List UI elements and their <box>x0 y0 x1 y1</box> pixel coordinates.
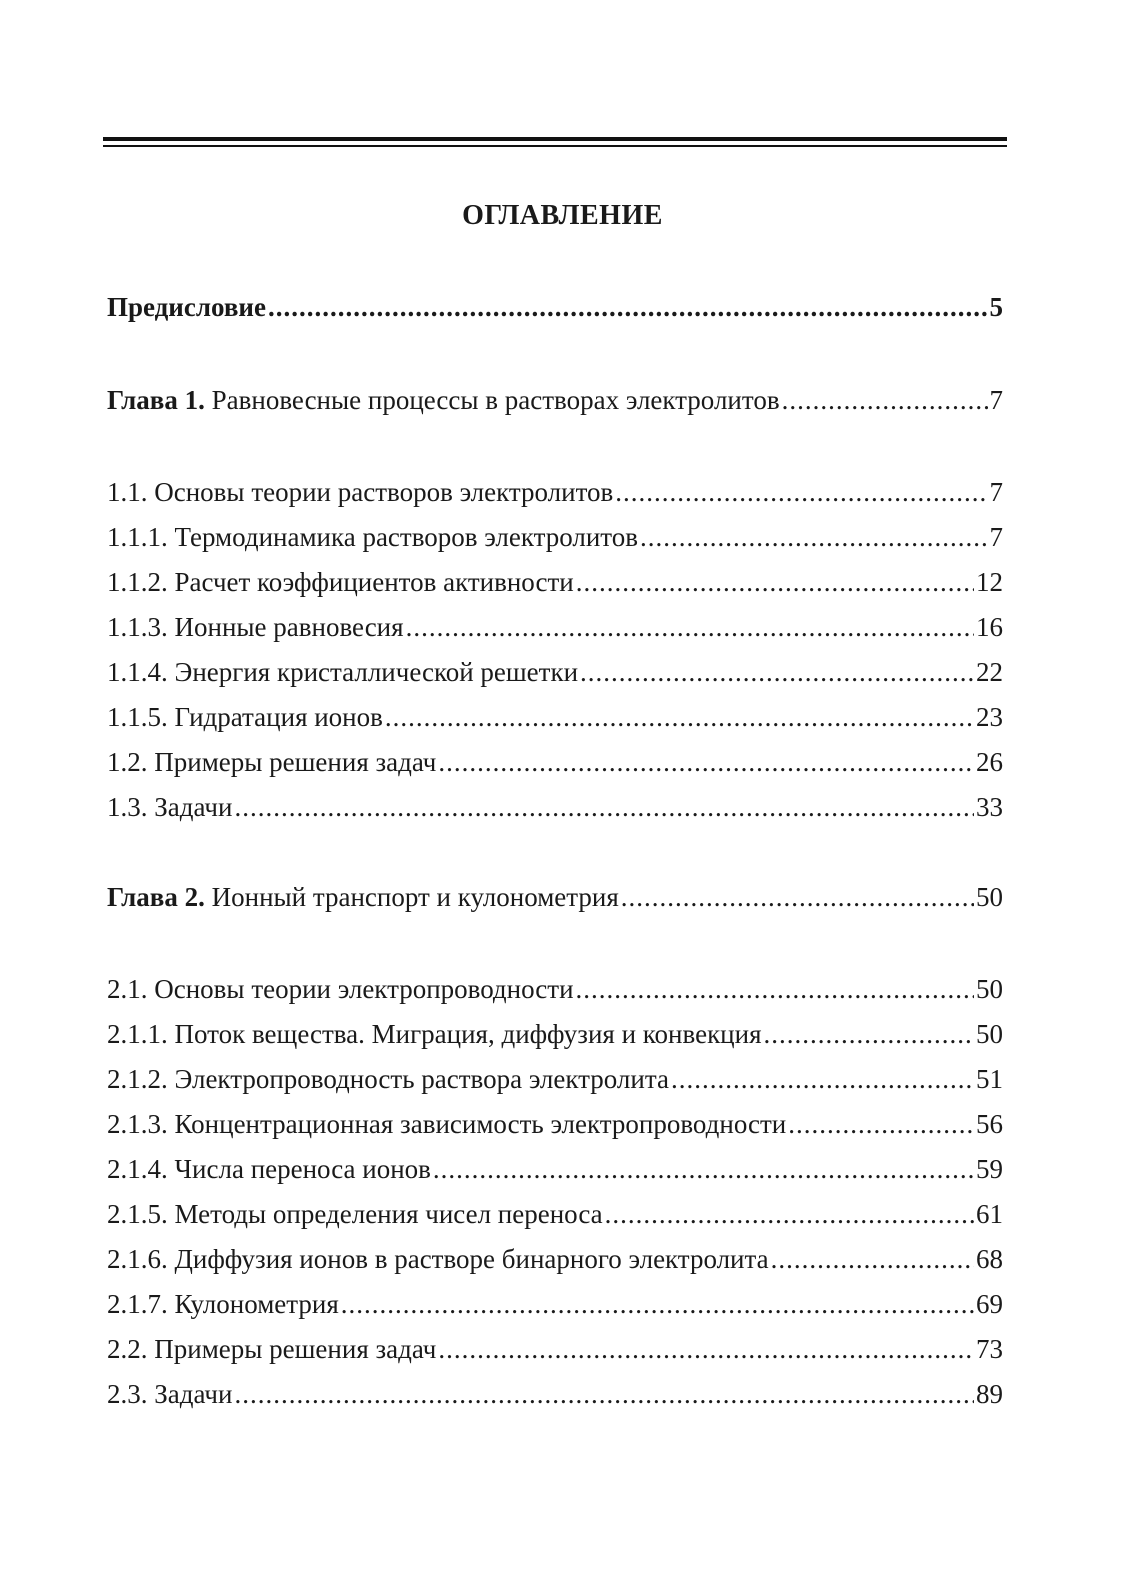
toc-entry-label: 2.2. Примеры решения задач <box>107 1334 437 1364</box>
toc-entry-label: 2.1.3. Концентрационная зависимость электропроводности <box>107 1109 787 1139</box>
toc-page-number: 23 <box>976 702 1003 732</box>
toc-entry[interactable] <box>107 700 1003 734</box>
toc-entry-label: 1.1.4. Энергия кристаллической решетки <box>107 657 579 687</box>
toc-page-number: 69 <box>976 1289 1003 1319</box>
toc-entry-label <box>107 383 780 417</box>
toc-entry-chapter-2[interactable] <box>107 880 1003 914</box>
toc-entry[interactable] <box>107 655 1003 689</box>
toc-page-number: 7 <box>989 477 1003 507</box>
toc-page-number: 59 <box>976 1154 1003 1184</box>
toc-page-number: 50 <box>976 974 1003 1004</box>
toc-entry-label: 2.3. Задачи <box>107 1379 233 1409</box>
toc-page-number: 33 <box>976 792 1003 822</box>
page-title: ОГЛАВЛЕНИЕ <box>462 200 663 231</box>
toc-entry[interactable] <box>107 610 1003 644</box>
toc-page-number: 16 <box>976 612 1003 642</box>
leader-dots <box>433 1152 974 1186</box>
leader-dots <box>234 790 974 824</box>
leader-dots <box>605 1197 974 1231</box>
toc-entry[interactable] <box>107 1242 1003 1276</box>
leader-dots <box>576 565 974 599</box>
toc-entry[interactable] <box>107 1332 1003 1366</box>
toc-entry-label: 2.1.7. Кулонометрия <box>107 1289 339 1319</box>
toc-entry[interactable] <box>107 972 1003 1006</box>
toc-entry-label: 2.1.2. Электропроводность раствора электролита <box>107 1064 669 1094</box>
toc-page-number: 26 <box>976 747 1003 777</box>
toc-page-number: 22 <box>976 657 1003 687</box>
toc-page-number: 50 <box>976 882 1003 912</box>
toc-page-number: 12 <box>976 567 1003 597</box>
toc-entry-label: 1.1.1. Термодинамика растворов электролитов <box>107 522 638 552</box>
toc-entry[interactable] <box>107 1152 1003 1186</box>
leader-dots <box>771 1242 974 1276</box>
leader-dots <box>671 1062 974 1096</box>
toc-entry-label: 2.1.4. Числа переноса ионов <box>107 1154 431 1184</box>
leader-dots <box>621 880 974 914</box>
leader-dots <box>764 1017 975 1051</box>
toc-page-number: 56 <box>976 1109 1003 1139</box>
toc-entry-label <box>107 880 619 914</box>
toc-page-number: 50 <box>976 1019 1003 1049</box>
chapter-prefix: Глава 2. <box>107 882 205 912</box>
toc-entry-label: Предисловие <box>107 292 266 322</box>
leader-dots <box>580 655 974 689</box>
header-rule-thick <box>103 137 1007 141</box>
toc-entry[interactable] <box>107 1107 1003 1141</box>
toc-entry[interactable] <box>107 1197 1003 1231</box>
toc-page-number: 7 <box>989 522 1003 552</box>
toc-page-number: 51 <box>976 1064 1003 1094</box>
leader-dots <box>615 475 987 509</box>
leader-dots <box>341 1287 974 1321</box>
toc-entry-label: 1.1.2. Расчет коэффициентов активности <box>107 567 574 597</box>
toc-entry[interactable] <box>107 1017 1003 1051</box>
toc-entry[interactable] <box>107 790 1003 824</box>
toc-entry-label: 2.1.5. Методы определения чисел переноса <box>107 1199 603 1229</box>
toc-entry-label: 1.3. Задачи <box>107 792 233 822</box>
leader-dots <box>234 1377 974 1411</box>
toc-page-number: 61 <box>976 1199 1003 1229</box>
leader-dots <box>406 610 974 644</box>
toc-page-number: 7 <box>989 385 1003 415</box>
leader-dots <box>268 290 988 324</box>
chapter-title: Равновесные процессы в растворах электролитов <box>211 385 780 415</box>
toc-entry-label: 1.1.5. Гидратация ионов <box>107 702 383 732</box>
toc-entry-label: 2.1.6. Диффузия ионов в растворе бинарного электролита <box>107 1244 769 1274</box>
toc-entry-chapter-1[interactable] <box>107 383 1003 417</box>
leader-dots <box>438 745 974 779</box>
toc-entry-label: 1.2. Примеры решения задач <box>107 747 437 777</box>
toc-entry-label: 1.1.3. Ионные равновесия <box>107 612 404 642</box>
chapter-title: Ионный транспорт и кулонометрия <box>211 882 619 912</box>
leader-dots <box>576 972 974 1006</box>
toc-entry[interactable] <box>107 1377 1003 1411</box>
toc-entry[interactable] <box>107 1062 1003 1096</box>
toc-entry[interactable] <box>107 475 1003 509</box>
toc-page-number: 73 <box>976 1334 1003 1364</box>
toc-entry[interactable] <box>107 520 1003 554</box>
leader-dots <box>782 383 988 417</box>
chapter-prefix: Глава 1. <box>107 385 205 415</box>
leader-dots <box>385 700 974 734</box>
toc-entry-label: 2.1. Основы теории электропроводности <box>107 974 574 1004</box>
leader-dots <box>640 520 988 554</box>
toc-entry-preface[interactable] <box>107 290 1003 324</box>
toc-entry-label: 1.1. Основы теории растворов электролитов <box>107 477 614 507</box>
toc-page-number: 89 <box>976 1379 1003 1409</box>
leader-dots <box>438 1332 974 1366</box>
toc-entry-label: 2.1.1. Поток вещества. Миграция, диффузия и конвекция <box>107 1019 762 1049</box>
toc-page-number: 68 <box>976 1244 1003 1274</box>
toc-entry[interactable] <box>107 745 1003 779</box>
toc-entry[interactable] <box>107 1287 1003 1321</box>
leader-dots <box>788 1107 974 1141</box>
header-rule-thin <box>103 145 1007 147</box>
toc-entry[interactable] <box>107 565 1003 599</box>
toc-page-number: 5 <box>989 292 1003 322</box>
